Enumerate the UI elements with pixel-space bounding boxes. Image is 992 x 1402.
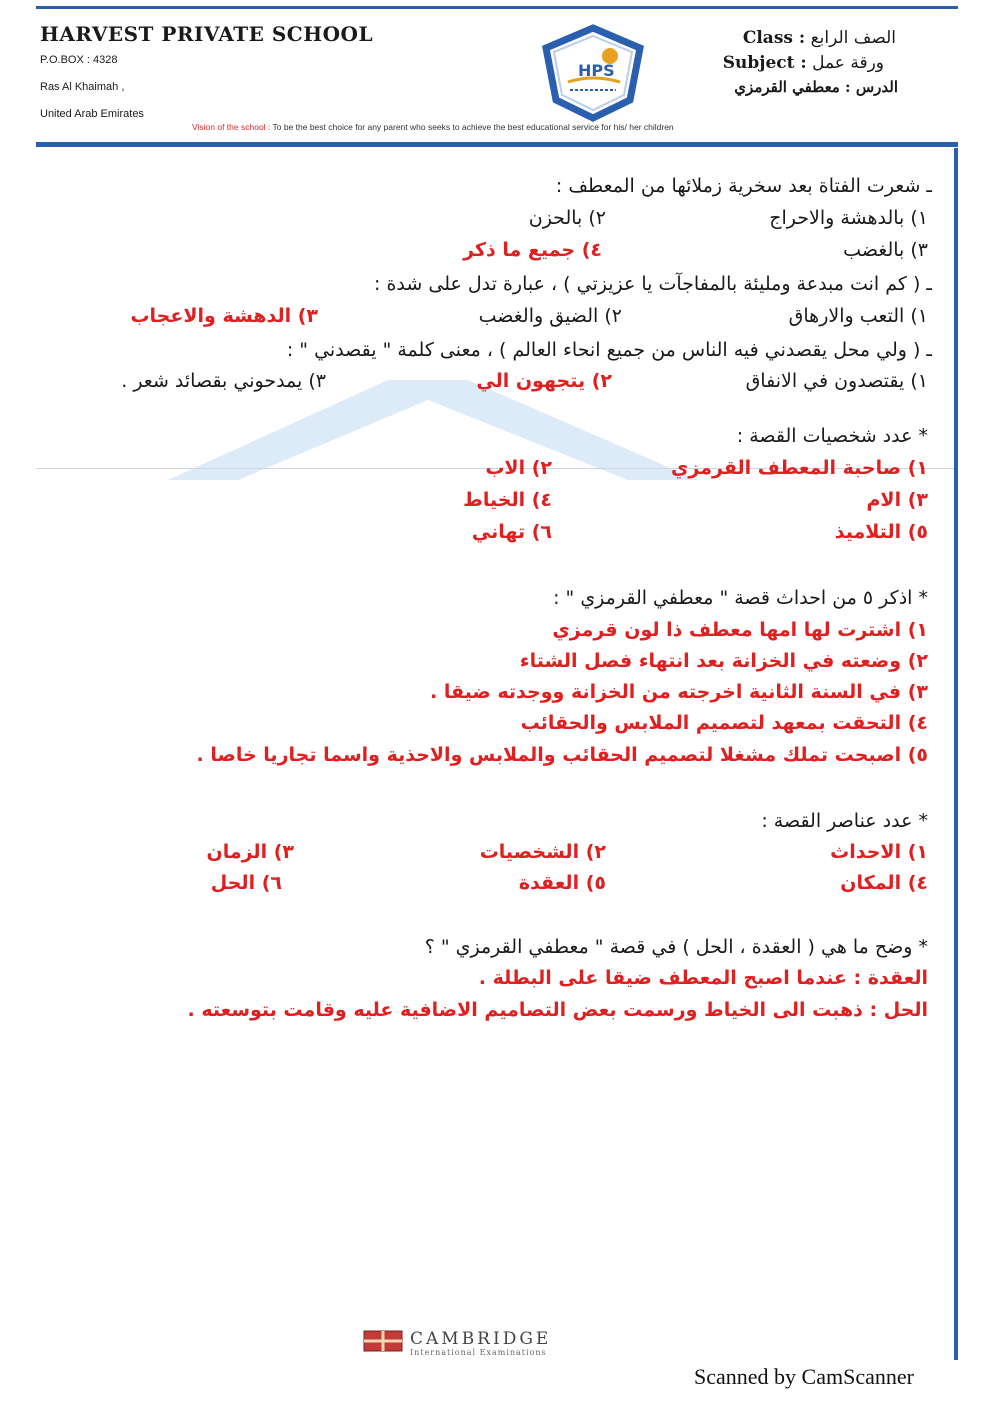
event-2: ٢) وضعته في الخزانة بعد انتهاء فصل الشتاء — [519, 650, 928, 672]
element-4: ٤) المكان — [840, 872, 928, 894]
right-border — [954, 148, 958, 1360]
event-5: ٥) اصبحت تملك مشغلا لتصميم الحقائب والملابس والاحذية واسما تجاريا خاصا . — [196, 744, 928, 766]
cambridge-title: CAMBRIDGE — [410, 1329, 552, 1349]
mcq-3-stem: ـ ( ولي محل يقصدني فيه الناس من جميع انحاء العالم ) ، معنى كلمة " يقصدني " : — [286, 339, 932, 361]
mcq-2-option-2: ٢) الضيق والغضب — [478, 305, 622, 327]
school-vision — [192, 122, 832, 132]
class-value: الصف الرابع — [810, 28, 896, 48]
plot-knot: العقدة : عندما اصبح المعطف ضيقا على البطلة . — [478, 967, 928, 989]
subject-label: Subject : — [722, 53, 807, 73]
city: Ras Al Khaimah , — [40, 81, 125, 93]
character-2: ٢) الاب — [485, 457, 552, 479]
mcq-1-option-1: ١) بالدهشة والاحراج — [769, 207, 928, 229]
school-logo — [538, 22, 648, 122]
character-6: ٦) تهاني — [471, 521, 552, 543]
country: United Arab Emirates — [40, 108, 144, 120]
logo-text: HPS — [578, 61, 615, 80]
plot-solution: الحل : ذهبت الى الخياط ورسمت بعض التصاميم الاضافية عليه وقامت بتوسعته . — [187, 999, 928, 1021]
character-5: ٥) التلاميذ — [834, 521, 928, 543]
character-1: ١) صاحبة المعطف القرمزي — [671, 457, 928, 479]
element-5: ٥) العقدة — [518, 872, 606, 894]
po-box: P.O.BOX : 4328 — [40, 54, 118, 66]
element-3: ٣) الزمان — [206, 841, 294, 863]
mcq-1-stem: ـ شعرت الفتاة بعد سخرية زملائها من المعطف : — [555, 175, 932, 197]
cambridge-logo — [362, 1328, 606, 1358]
elements-title: * عدد عناصر القصة : — [761, 810, 928, 832]
event-4: ٤) التحقت بمعهد لتصميم الملابس والحقائب — [520, 712, 928, 734]
scanner-watermark: Scanned by CamScanner — [694, 1364, 914, 1389]
school-name: HARVEST PRIVATE SCHOOL — [40, 22, 374, 46]
events-title: * اذكر ٥ من احداث قصة " معطفي القرمزي " : — [553, 587, 928, 609]
character-4: ٤) الخياط — [463, 489, 552, 511]
mcq-3-option-2-answer: ٢) يتجهون الي — [476, 370, 612, 392]
element-6: ٦) الحل — [210, 872, 282, 894]
subject-value: ورقة عمل — [812, 53, 884, 73]
mcq-3-option-1: ١) يقتصدون في الانفاق — [745, 370, 928, 392]
mcq-3-option-3: ٣) يمدحوني بقصائد شعر . — [121, 370, 326, 392]
mcq-2-option-3-answer: ٣) الدهشة والاعجاب — [130, 305, 318, 327]
top-border — [36, 6, 958, 9]
subject-line — [723, 53, 884, 73]
cambridge-subtitle: International Examinations — [410, 1348, 547, 1357]
event-1: ١) اشترت لها امها معطف ذا لون قرمزي — [552, 619, 928, 641]
element-1: ١) الاحداث — [830, 841, 928, 863]
mcq-1-option-3: ٣) بالغضب — [843, 239, 928, 261]
character-3: ٣) الام — [866, 489, 928, 511]
lesson-line: الدرس : معطفي القرمزي — [734, 78, 898, 96]
mcq-1-option-2: ٢) بالحزن — [528, 207, 606, 229]
header-divider — [36, 142, 958, 147]
mcq-2-stem: ـ ( كم انت مبدعة ومليئة بالمفاجآت يا عزيزتي ) ، عبارة تدل على شدة : — [374, 273, 932, 295]
vision-text: To be the best choice for any parent who seeks to achieve the best educational service for his/ her children — [272, 122, 674, 132]
event-3: ٣) في السنة الثانية اخرجته من الخزانة ووجدته ضيقا . — [430, 681, 928, 703]
class-line — [743, 28, 896, 48]
mcq-1-option-4-answer: ٤) جميع ما ذكر — [463, 239, 602, 261]
characters-title: * عدد شخصيات القصة : — [736, 425, 928, 447]
mcq-2-option-1: ١) التعب والارهاق — [788, 305, 928, 327]
class-label: Class : — [742, 28, 806, 48]
element-2: ٢) الشخصيات — [479, 841, 606, 863]
plot-title: * وضح ما هي ( العقدة ، الحل ) في قصة " معطفي القرمزي " ؟ — [424, 936, 928, 958]
vision-label: Vision of the school : — [192, 122, 271, 132]
